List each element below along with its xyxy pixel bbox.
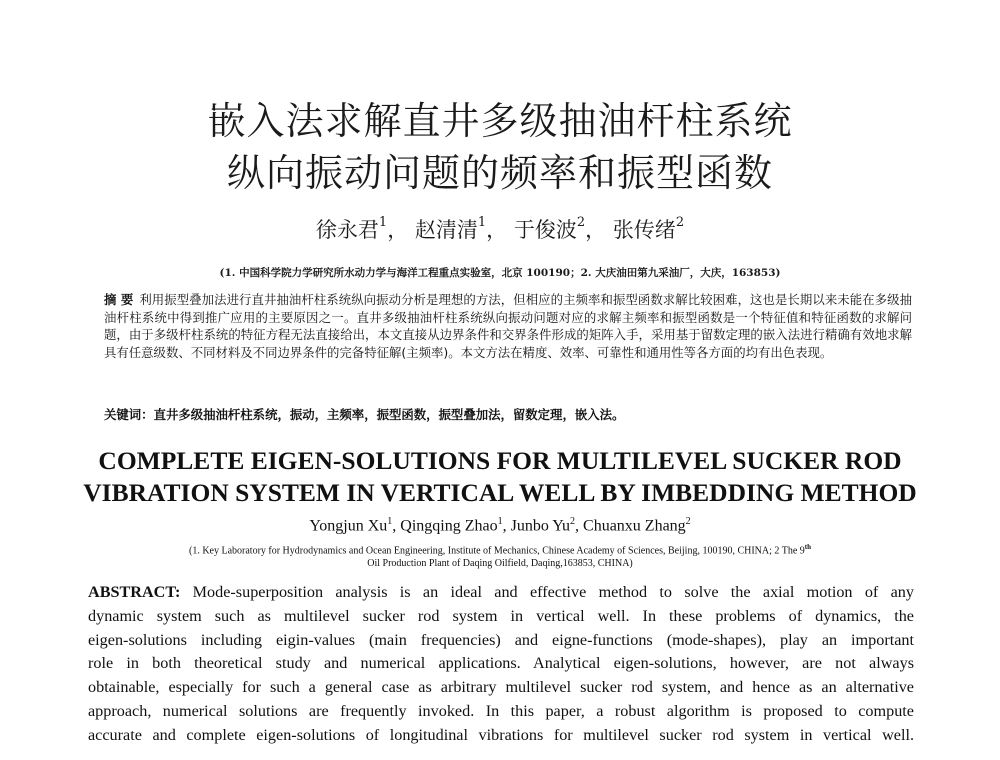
chinese-title-line-2: 纵向振动问题的频率和振型函数 [226,151,773,195]
author-name: Chuanxu Zhang [583,517,686,535]
author-affiliation-mark: 2 [570,516,576,527]
author-separator: , [392,517,401,535]
english-title-line-1: COMPLETE EIGEN-SOLUTIONS FOR MULTILEVEL SUCKER ROD [98,446,902,475]
english-affiliation [0,541,1000,570]
english-title-line-2: VIBRATION SYSTEM IN VERTICAL WELL BY IMBEDDING METHOD [83,478,917,507]
english-abstract-line: dynamic system such as multilevel sucker rod system in vertical well. In these problems of dynamics, the [88,606,914,625]
ordinal-suffix: th [804,543,811,551]
author-affiliation-mark: 1 [387,516,393,527]
chinese-affiliation: (1. 中国科学院力学研究所水动力学与海洋工程重点实验室，北京 100190；2. 大庆油田第九采油厂，大庆，163853) [219,267,781,279]
english-abstract-line: role in both theoretical study and numerical applications. Analytical eigen-solutions, however, are not always [88,654,914,673]
author-affiliation-mark: 1 [378,215,388,230]
chinese-authors [0,214,1000,244]
english-abstract-line: obtainable, especially for such a general case as arbitrary multilevel sucker rod system, and hence as an alternative [88,678,914,697]
chinese-abstract-text: 利用振型叠加法进行直井抽油杆柱系统纵向振动分析是理想的方法，但相应的主频率和振型函数求解比较困难，这也是长期以来未能在多级抽油杆柱系统中得到推广应用的主要原因之一。直井多级抽油杆柱系统纵向振动问题对应的求解主频率和振型函数是一个特征值和特征函数的求解问题，由于多级杆柱系统的特征方程无法直接给出，本文直接从边界条件和交界条件形成的矩阵入手，采用基于留数定理的嵌入法进行精确有效地求解具有任意级数、不同材料及不同边界条件的完备特征解(主频率)。本文方法在精度、效率、可靠性和通用性等各方面的均有出色表现。 [104,292,912,360]
author-affiliation-mark: 2 [685,516,691,527]
chinese-abstract [104,291,912,361]
chinese-keywords-text: 直井多级抽油杆柱系统，振动，主频率，振型函数，振型叠加法，留数定理，嵌入法。 [153,407,625,422]
author-separator: ， [387,218,409,242]
author-separator: , [502,517,511,535]
author-affiliation-mark: 1 [497,516,503,527]
english-abstract-line: eigen-solutions including eigin-values (main frequencies) and eigne-functions (mode-shapes), play an important [88,630,914,649]
author-name: Qingqing Zhao [400,517,498,535]
english-abstract-label: ABSTRACT: [88,583,181,601]
chinese-keywords [104,405,912,423]
english-abstract-line: accurate and complete eigen-solutions of longitudinal vibrations for multilevel sucker rod system in vertical well. [88,725,914,744]
chinese-abstract-label: 摘 要 [104,292,134,307]
author-affiliation-mark: 2 [576,215,586,230]
english-affiliation-line-1: (1. Key Laboratory for Hydrodynamics and Ocean Engineering, Institute of Mechanics, Chinese Academy of Sciences, Beijing, 100190, CHINA; 2 The 9 [188,545,805,557]
author-name: Junbo Yu [510,517,571,535]
chinese-title-line-1: 嵌入法求解直井多级抽油杆柱系统 [207,99,793,143]
author-affiliation-mark: 1 [477,215,487,230]
english-authors [0,516,1000,535]
chinese-keywords-label: 关键词： [104,407,154,422]
english-abstract-line [88,581,914,605]
author-name: 徐永君 [315,218,379,242]
author-separator: , [575,517,584,535]
author-separator: ， [585,218,607,242]
author-name: 张传绪 [612,218,676,242]
author-separator: ， [486,218,508,242]
english-abstract-text: Mode-superposition analysis is an ideal and effective method to solve the axial motion of any [180,583,914,601]
english-affiliation-line-2: Oil Production Plant of Daqing Oilfield, Daqing,163853, CHINA) [367,558,633,570]
author-name: 于俊波 [513,218,577,242]
english-abstract [88,581,914,748]
author-affiliation-mark: 2 [675,215,685,230]
english-abstract-line: approach, numerical solutions are frequently invoked. In this paper, a robust algorithm is proposed to compute [88,701,914,720]
author-name: Yongjun Xu [309,517,388,535]
author-name: 赵清清 [414,218,478,242]
